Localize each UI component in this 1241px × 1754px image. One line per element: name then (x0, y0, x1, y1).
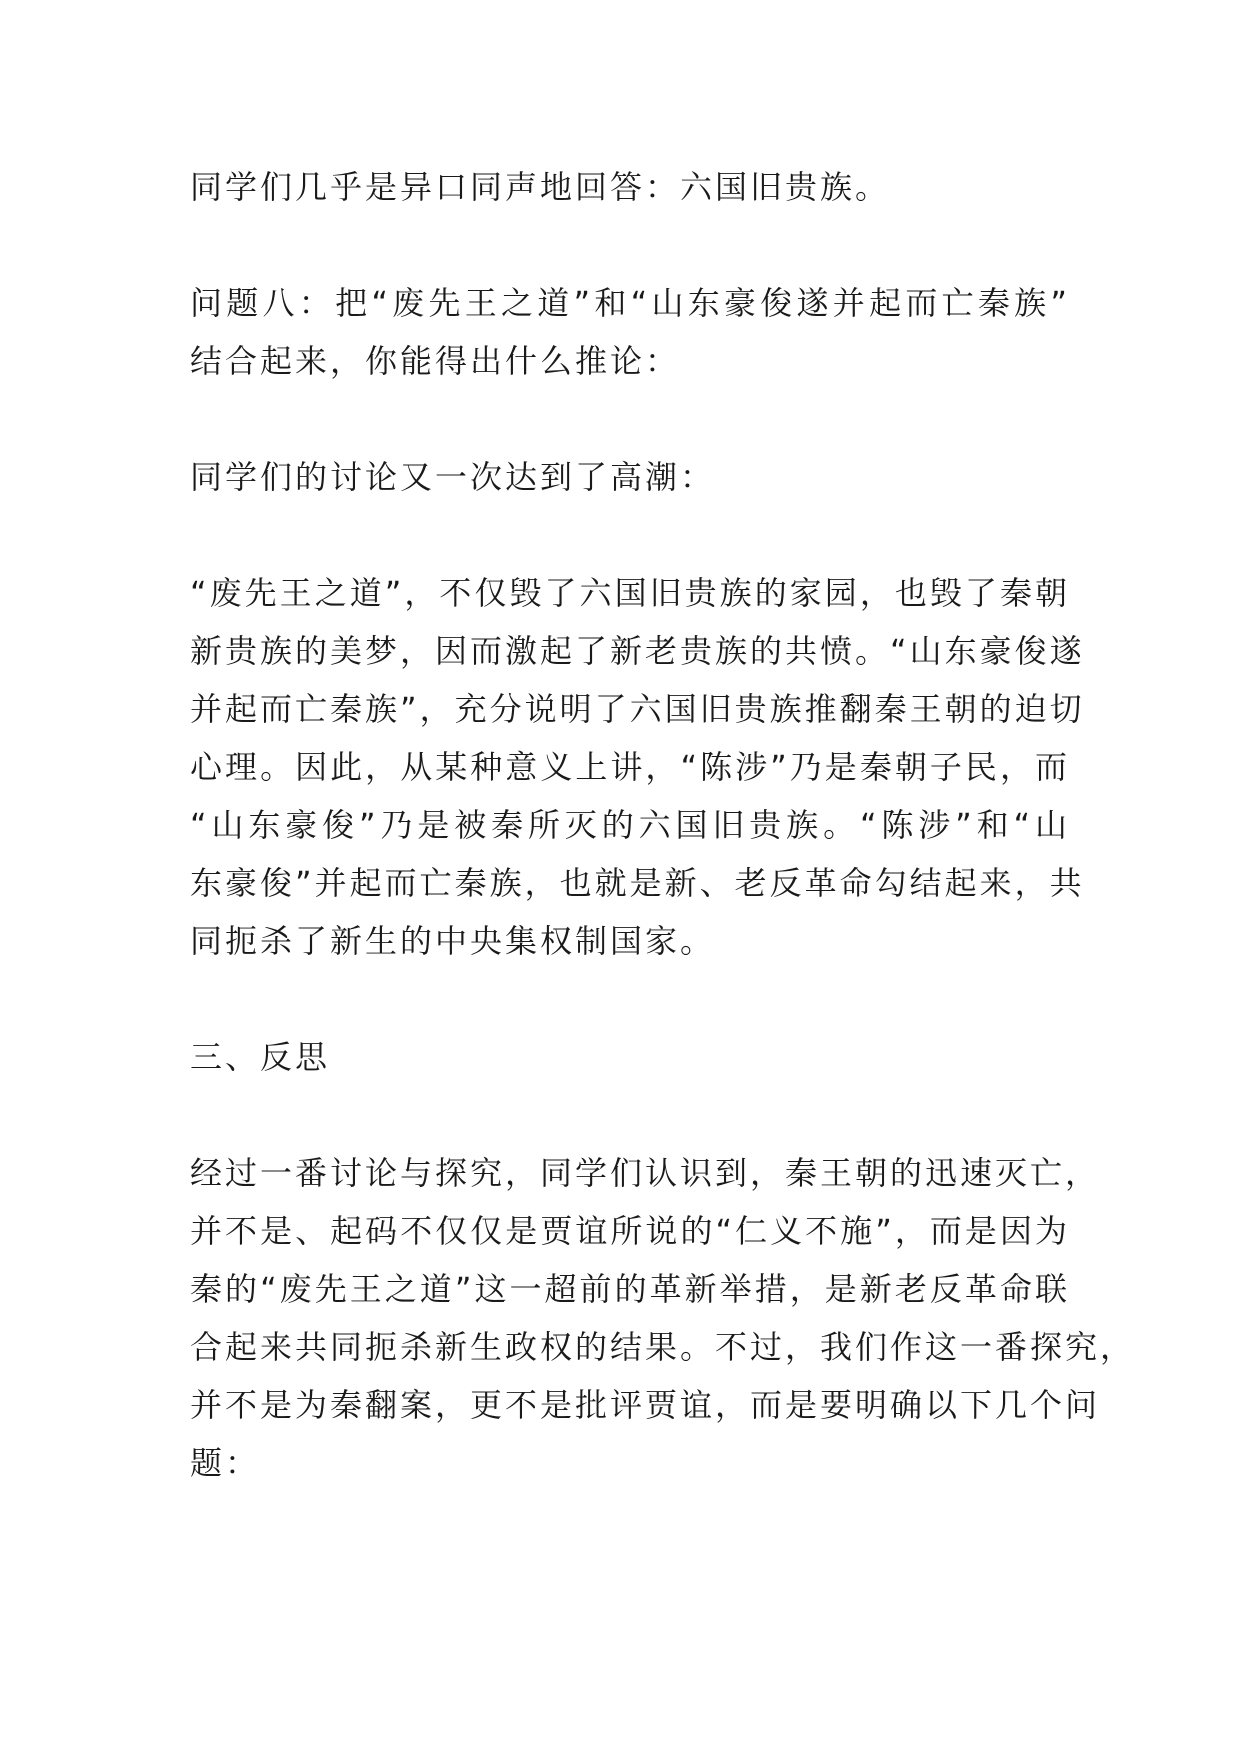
text-line: 心理。因此，从某种意义上讲，“陈涉”乃是秦朝子民，而 (190, 748, 1070, 786)
text-line: 同学们几乎是异口同声地回答：六国旧贵族。 (190, 168, 891, 206)
text-line: 同扼杀了新生的中央集权制国家。 (190, 922, 716, 960)
text-line: 合起来共同扼杀新生政权的结果。不过，我们作这一番探究， (190, 1328, 1136, 1366)
heading-text: 三、反思 (190, 1038, 331, 1076)
text-line: “山东豪俊”乃是被秦所灭的六国旧贵族。“陈涉”和“山 (190, 806, 1070, 844)
text-line: 东豪俊”并起而亡秦族，也就是新、老反革命勾结起来，共 (190, 864, 1085, 902)
text-line: 秦的“废先王之道”这一超前的革新举措，是新老反革命联 (190, 1270, 1070, 1308)
text-line: 并不是、起码不仅仅是贾谊所说的“仁义不施”，而是因为 (190, 1212, 1070, 1250)
paragraph-analysis (190, 564, 1085, 970)
document-body (190, 158, 1136, 1550)
text-line: 经过一番讨论与探究，同学们认识到，秦王朝的迅速灭亡， (190, 1154, 1101, 1192)
paragraph-discussion-climax (190, 448, 1070, 506)
text-line: 问题八：把“废先王之道”和“山东豪俊遂并起而亡秦族” (190, 284, 1070, 322)
text-line: 结合起来，你能得出什么推论： (190, 342, 681, 380)
text-line: “废先王之道”，不仅毁了六国旧贵族的家园，也毁了秦朝 (190, 574, 1070, 612)
text-line: 新贵族的美梦，因而激起了新老贵族的共愤。“山东豪俊遂 (190, 632, 1085, 670)
paragraph-answer (190, 158, 1070, 216)
text-line: 题： (190, 1444, 261, 1482)
section-heading-reflection (190, 1028, 1070, 1086)
text-line: 并不是为秦翻案，更不是批评贾谊，而是要明确以下几个问 (190, 1386, 1101, 1424)
text-line: 同学们的讨论又一次达到了高潮： (190, 458, 716, 496)
paragraph-reflection (190, 1144, 1136, 1492)
text-line: 并起而亡秦族”，充分说明了六国旧贵族推翻秦王朝的迫切 (190, 690, 1085, 728)
paragraph-question-eight (190, 274, 1070, 390)
